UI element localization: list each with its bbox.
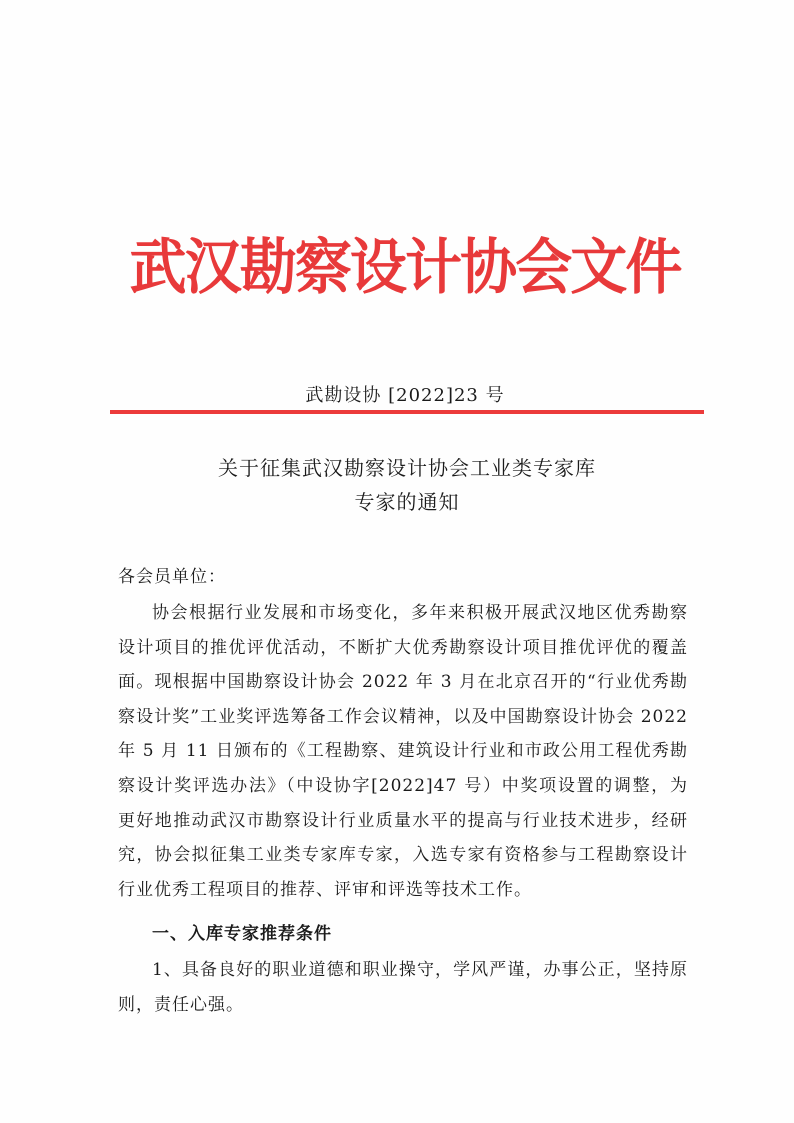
body-paragraph-1: 协会根据行业发展和市场变化，多年来积极开展武汉地区优秀勘察设计项目的推优评优活动，不断扩大优秀勘察设计项目推优评优的覆盖面。现根据中国勘察设计协会 2022 年 3 月在北京召开的“行业优秀勘察设计奖”工业奖评选筹备工作会议精神，以及中国勘察设计协会 2022 年 5 月 11 日颁布的《工程勘察、建筑设计行业和市政公用工程优秀勘察设计奖评选办法》（中设协字[2022]47 号）中奖项设置的调整，为更好地推动武汉市勘察设计行业质量水平的提高与行业技术进步，经研究，协会拟征集工业类专家库专家，入选专家有资格参与工程勘察设计行业优秀工程项目的推荐、评审和评选等技术工作。: [118, 603, 688, 900]
document-title: [110, 451, 704, 519]
header-divider: [110, 410, 704, 414]
section-heading-1: 一、入库专家推荐条件: [152, 924, 332, 944]
title-line-2: 专家的通知: [354, 490, 460, 514]
salutation: 各会员单位：: [118, 567, 226, 587]
document-number: 武勘设协 [2022]23 号: [305, 385, 505, 406]
document-header: 武汉勘察设计协会文件: [129, 233, 681, 303]
title-line-1: 关于征集武汉勘察设计协会工业类专家库: [218, 456, 596, 480]
condition-item-1: 1、具备良好的职业道德和职业操守，学风严谨，办事公正，坚持原则，责任心强。: [118, 960, 688, 1015]
